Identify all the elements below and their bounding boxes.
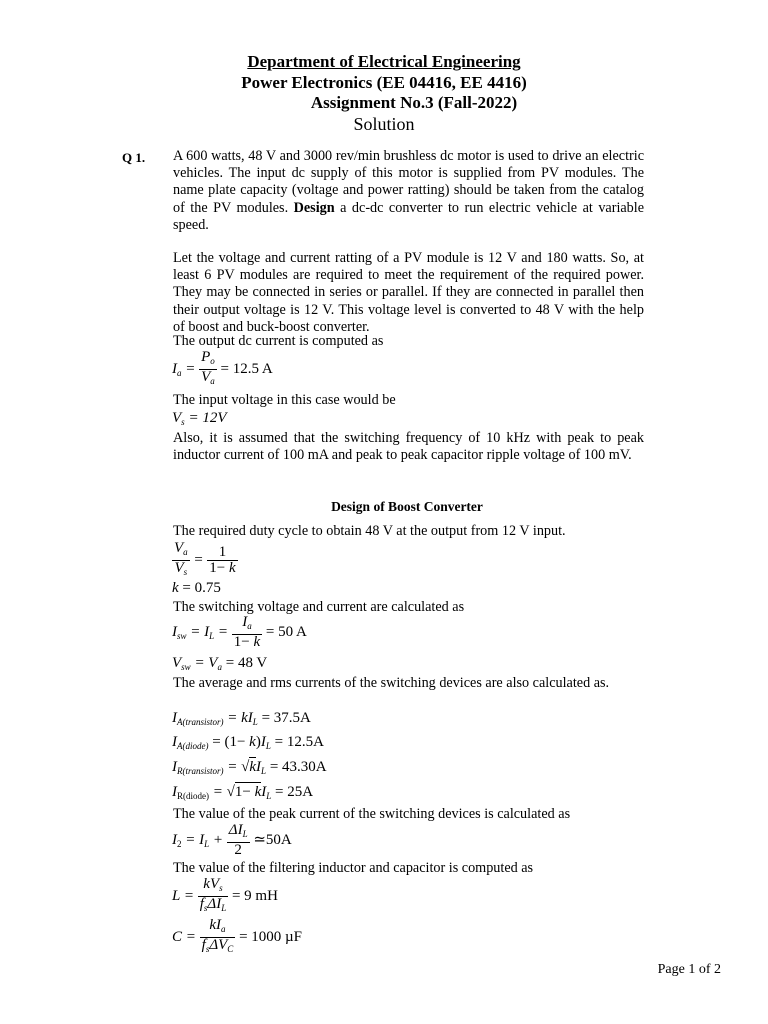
equation-switch-voltage: $V_{sw} = V_a = 48$ V: [172, 655, 268, 672]
L-result: = 9 mH: [231, 887, 278, 904]
input-voltage-text: The input voltage in this case would be: [173, 392, 396, 408]
isw-result: = 50 A: [265, 623, 307, 640]
i2-result: 50A: [265, 831, 292, 848]
C-result: = 1000 µF: [239, 928, 303, 945]
equation-output-current: $I_a$ = $\frac{P_o}{V_a}$ = 12.5 A: [172, 349, 273, 386]
ir-diode-result: = 25A: [275, 784, 314, 800]
duty-cycle-text: The required duty cycle to obtain 48 V at the output from 12 V input.: [173, 523, 566, 539]
intro-paragraph: Let the voltage and current ratting of a PV module is 12 V and 180 watts. So, at least 6 PV modules are required to meet the requirement of the required power. They may be connected in series or parallel. If they are connected in parallel then their output voltage is 12 V. This voltage level is converted to 48 V with the help of boost and buck-boost converter.: [173, 250, 644, 335]
department-text: Department of Electrical Engineering: [247, 52, 521, 71]
equation-ir-diode: $I_{R(diode)} = √1- kI_L = 25A$: [172, 784, 314, 801]
equation-k: k = 0.75: [172, 580, 221, 596]
question-number: Q 1.: [122, 150, 146, 165]
equation-ia-diode: $I_{A(diode)} = (1- k)I_L = 12.5A$: [172, 734, 324, 751]
equation-input-voltage: $V_s = 12V$: [172, 410, 227, 427]
design-keyword: Design: [293, 199, 335, 216]
avg-rms-paragraph: The average and rms currents of the switching devices are also calculated as.: [173, 675, 610, 691]
equation-capacitor: C = $\frac{kI_a}{f_s\Delta V_C}$ = 1000 µF: [172, 917, 303, 954]
page-number: Page 1 of 2: [657, 962, 721, 977]
equation-ir-transistor: $I_{R(transistor)} = √kI_L = 43.30A$: [172, 759, 327, 776]
ir-transistor-result: = 43.30A: [269, 759, 327, 775]
equation-ia-transistor: $I_{A(transistor)} = kI_L = 37.5A$: [172, 710, 311, 727]
switching-text: The switching voltage and current are calculated as: [173, 599, 465, 615]
assumption-paragraph: Also, it is assumed that the switching frequency of 10 kHz with peak to peak inductor current of 100 mA and peak to peak capacitor ripple voltage of 100 mV.: [173, 430, 644, 464]
vs-result: 12V: [202, 410, 227, 426]
problem-text-a: A 600 watts, 48 V and 3000 rev/min brushless dc motor is used to drive an electric vehicles. The input dc supply of this motor is supplied from PV modules. The name plate capacity (voltage and power ratting) should be taken from the catalog of the PV modules.: [173, 148, 644, 216]
equation-switch-current: $I_{sw} = I_L$ = $\frac{I_a}{1- k}$ = 50 A: [172, 614, 307, 650]
section-title: Design of Boost Converter: [331, 499, 483, 514]
ia-transistor-result: = 37.5A: [261, 710, 311, 726]
equation-inductor: L = $\frac{kV_s}{f_s\Delta I_L}$ = 9 mH: [172, 876, 278, 913]
k-result: = 0.75: [182, 580, 221, 596]
filter-text: The value of the filtering inductor and capacitor is computed as: [173, 860, 534, 876]
solution-subtitle: Solution: [353, 114, 415, 134]
ia-diode-result: = 12.5A: [274, 734, 324, 750]
output-current-text: The output dc current is computed as: [173, 333, 384, 349]
equation-duty-ratio: $\frac{V_a}{V_s}$ = $\frac{1}{1- k}$: [174, 540, 236, 577]
assignment-title: Assignment No.3 (Fall-2022): [310, 93, 518, 112]
course-title: Power Electronics (EE 04416, EE 4416): [241, 73, 527, 92]
problem-text-b: a dc-dc converter to run electric vehicle at variable speed.: [173, 199, 645, 233]
problem-statement: [173, 148, 644, 234]
vsw-result: = 48 V: [225, 655, 268, 671]
equation-peak-current: $I_2 = I_L$ + $\frac{\Delta I_L}{2}$ ≃50A: [172, 822, 292, 858]
ia-result: = 12.5 A: [220, 360, 273, 377]
department-title: [0, 52, 768, 72]
peak-current-text: The value of the peak current of the switching devices is calculated as: [173, 806, 571, 822]
